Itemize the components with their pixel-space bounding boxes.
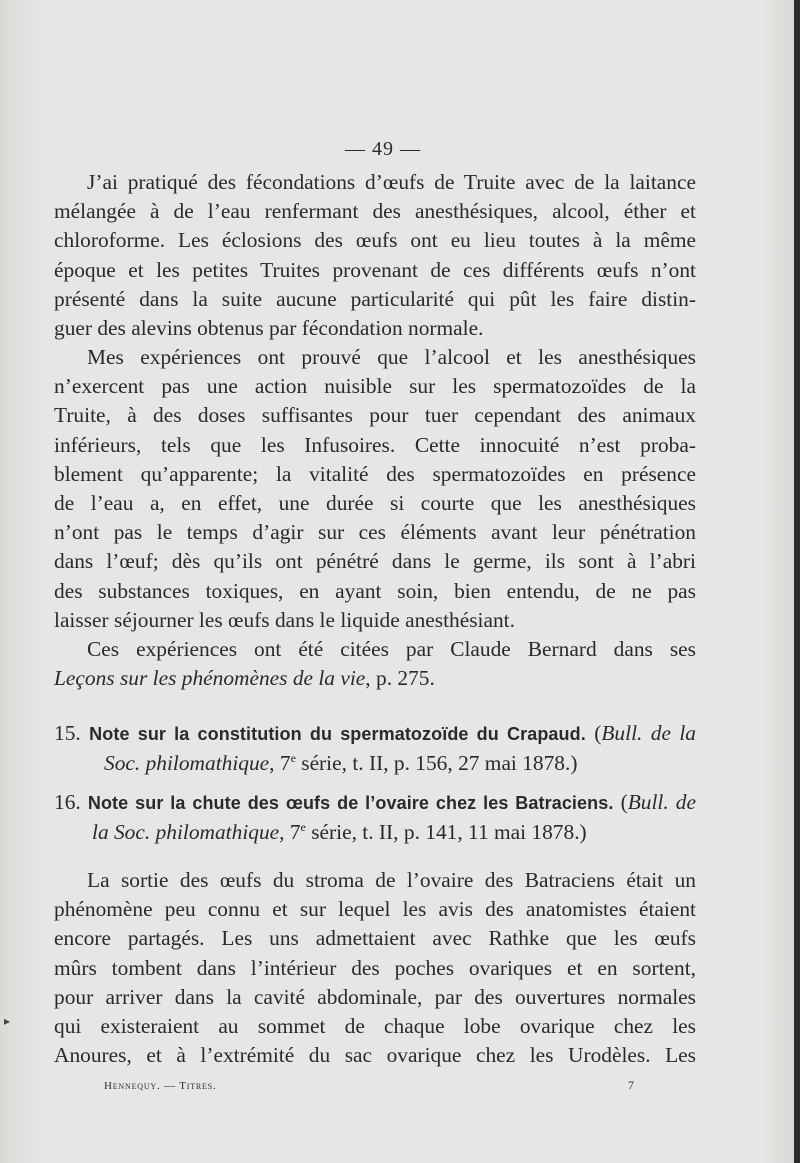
text-line: n’exercent pas une action nuisible sur les spermatozoïdes de la [54,374,696,399]
text-line: blement qu’apparente; la vitalité des spermatozoïdes en présence [54,461,696,486]
page-edge [794,0,800,1163]
text-line: chloroforme. Les éclosions des œufs ont eu lieu toutes à la même [54,228,696,253]
book-title: Leçons sur les phénomènes de la vie [54,666,366,691]
text-line: phénomène peu connu et sur lequel les avis des anatomistes étaient [54,897,696,922]
paragraph-ovary [54,866,696,1070]
footer-signature: 7 [628,1078,634,1092]
text-line: J’ai pratiqué des fécondations d’œufs de Truite avec de la laitance [87,170,696,194]
text-line: Truite, à des doses suffisantes pour tuer cependant des animaux [54,403,696,428]
text-line: pour arriver dans la cavité abdominale, par des ouvertures normales [54,984,696,1009]
text-line: Leçons sur les phénomènes de la vie, p. 275. [54,666,435,691]
page-number: — 49 — [345,138,421,160]
note-title: Note sur la constitution du spermatozoïde du Crapaud. [89,724,586,744]
text-line: Anoures, et à l’extrémité du sac ovarique chez les Urodèles. Les [54,1043,696,1068]
text-line: guer des alevins obtenus par fécondation normale. [54,316,484,341]
note-number: 16. [54,790,81,814]
paragraph-citation [54,635,696,693]
text-line: n’ont pas le temps d’agir sur ces éléments avant leur pénétration [54,520,696,545]
text-line: de l’eau a, en effet, une durée si courte que les anesthésiques [54,491,696,516]
margin-mark: ▸ [4,1014,11,1028]
text-line: mélangée à de l’eau renfermant des anesthésiques, alcool, éther et [54,199,696,224]
text-line: dans l’œuf; dès qu’ils ont pénétré dans le germe, ils sont à l’abri [54,549,696,574]
text-line: Soc. philomathique, 7e série, t. II, p. 156, 27 mai 1878.) [104,751,578,776]
note-16 [54,788,696,847]
text-line: 15. Note sur la constitution du spermatozoïde du Crapaud. (Bull. de la [54,721,696,745]
note-15 [54,719,696,778]
paragraph-fertilization [54,168,696,343]
text-line: inférieurs, tels que les Infusoires. Cette innocuité n’est proba- [54,432,696,457]
text-line: Mes expériences ont prouvé que l’alcool et les anesthésiques [87,345,696,369]
text-line: Ces expériences ont été citées par Claude Bernard dans ses [87,637,696,661]
paragraph-experiments [54,343,696,635]
note-title: Note sur la chute des œufs de l’ovaire chez les Batraciens. [87,793,614,813]
text-line: encore partagés. Les uns admettaient avec Rathke que les œufs [54,926,696,951]
text-line: des substances toxiques, en ayant soin, bien entendu, de ne pas [54,578,696,603]
text-line: mûrs tombent dans l’intérieur des poches ovariques et en sortent, [54,955,696,980]
footer-title: Hennequy. — Titres. [104,1080,217,1092]
text-line: laisser séjourner les œufs dans le liquide anesthésiant. [54,607,515,632]
text-line: présenté dans la suite aucune particularité qui pût les faire distin- [54,286,696,311]
text-line: la Soc. philomathique, 7e série, t. II, p. 141, 11 mai 1878.) [92,820,587,845]
text-line: époque et les petites Truites provenant de ces différents œufs n’ont [54,257,696,282]
note-number: 15. [54,721,81,745]
text-line: 16. Note sur la chute des œufs de l’ovaire chez les Batraciens. (Bull. de [54,790,696,814]
text-line: qui existeraient au sommet de chaque lobe ovarique chez les [54,1014,696,1039]
text-line: La sortie des œufs du stroma de l’ovaire des Batraciens était un [87,868,696,892]
